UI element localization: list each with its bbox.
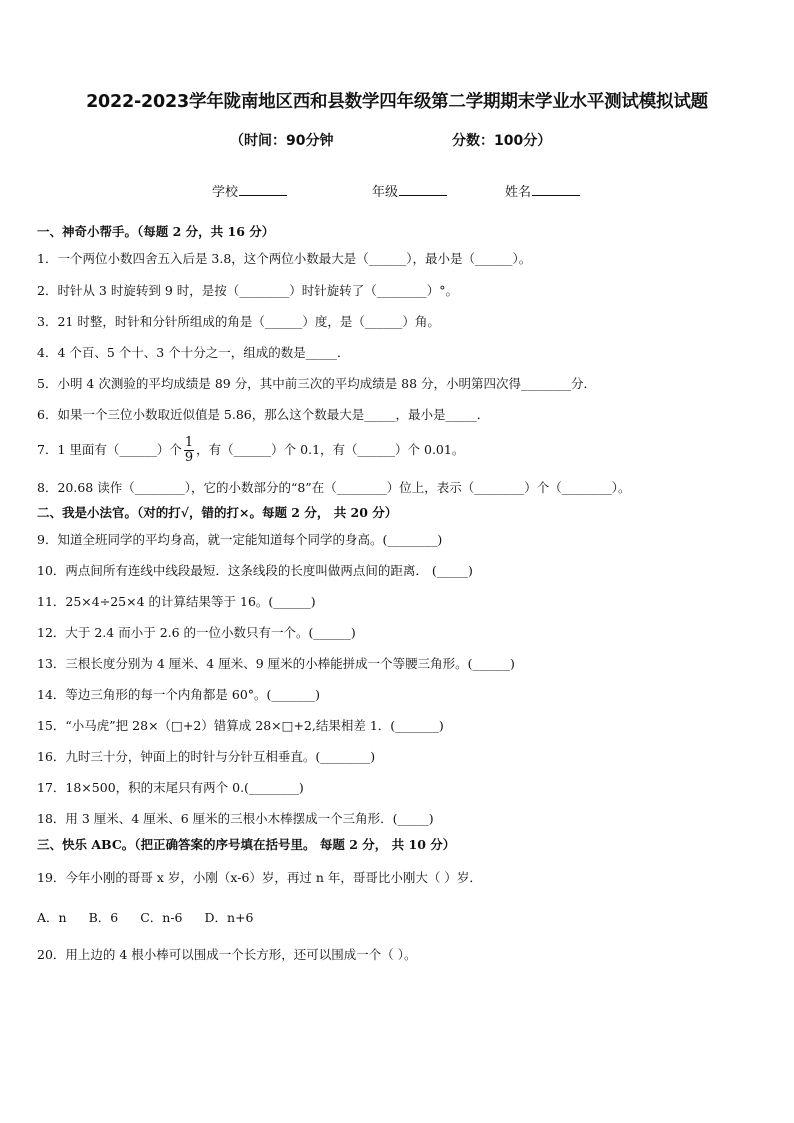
question-8: 8．20.68 读作（________），它的小数部分的“8”在（________）位上，表示（________）个（________）。: [37, 480, 631, 495]
grade-label: 年级: [372, 185, 399, 200]
section-2-heading: 二、我是小法官。（对的打√，错的打×。每题 2 分， 共 20 分）: [37, 505, 398, 520]
question-13: 13．三根长度分别为 4 厘米、4 厘米、9 厘米的小棒能拼成一个等腰三角形。(______): [37, 656, 515, 671]
fraction-numerator: 1: [184, 435, 194, 450]
exam-time: （时间：90分钟: [230, 133, 334, 149]
grade-field[interactable]: [372, 181, 447, 200]
exam-score: 分数：100分）: [452, 133, 552, 149]
section-1-heading: 一、神奇小帮手。（每题 2 分，共 16 分）: [37, 224, 275, 239]
option-c[interactable]: C．n-6: [140, 910, 183, 925]
question-16: 16．九时三十分，钟面上的时针与分针互相垂直。(________): [37, 749, 376, 764]
option-d[interactable]: D．n+6: [204, 910, 254, 925]
section-3-heading: 三、快乐 ABC。（把正确答案的序号填在括号里。 每题 2 分， 共 10 分）: [37, 837, 456, 852]
option-a[interactable]: A．n: [37, 910, 67, 925]
fraction-denominator: 9: [184, 450, 194, 465]
name-blank[interactable]: [532, 183, 580, 196]
question-14: 14．等边三角形的每一个内角都是 60°。(_______): [37, 687, 321, 702]
question-19-options: [37, 910, 276, 926]
question-7-part-a: 7．1 里面有（______）个: [37, 442, 182, 457]
question-20: 20．用上边的 4 根小棒可以围成一个长方形，还可以围成一个（ ）。: [37, 947, 417, 962]
option-b[interactable]: B．6: [88, 910, 119, 925]
question-5: 5．小明 4 次测验的平均成绩是 89 分，其中前三次的平均成绩是 88 分，小明第四次得________分．: [37, 376, 597, 391]
question-12: 12．大于 2.4 而小于 2.6 的一位小数只有一个。(______): [37, 625, 356, 640]
question-7: [37, 431, 464, 469]
question-4: 4．4 个百、5 个十、3 个十分之一，组成的数是_____．: [37, 345, 350, 360]
question-6: 6．如果一个三位小数取近似值是 5.86，那么这个数最大是_____，最小是_____．: [37, 407, 490, 422]
school-field[interactable]: [212, 181, 287, 200]
name-label: 姓名: [505, 185, 532, 200]
grade-blank[interactable]: [399, 183, 447, 196]
question-9: 9．知道全班同学的平均身高，就一定能知道每个同学的身高。(________): [37, 532, 443, 547]
exam-title: 2022-2023学年陇南地区西和县数学四年级第二学期期末学业水平测试模拟试题: [86, 92, 708, 112]
school-label: 学校: [212, 185, 239, 200]
school-blank[interactable]: [239, 183, 287, 196]
question-7-part-b: ，有（______）个 0.1，有（______）个 0.01。: [196, 442, 465, 457]
name-field[interactable]: [505, 181, 580, 200]
question-18: 18．用 3 厘米、4 厘米、6 厘米的三根小木棒摆成一个三角形．(_____): [37, 811, 434, 826]
question-10: 10．两点间所有连线中线段最短．这条线段的长度叫做两点间的距离． (_____): [37, 563, 473, 578]
question-19: 19．今年小刚的哥哥 x 岁，小刚（x-6）岁，再过 n 年，哥哥比小刚大（ ）岁．: [37, 870, 482, 885]
question-1: 1．一个两位小数四舍五入后是 3.8，这个两位小数最大是（______），最小是（______）。: [37, 251, 532, 266]
question-3: 3．21 时整，时针和分针所组成的角是（______）度，是（______）角。: [37, 314, 440, 329]
question-2: 2．时针从 3 时旋转到 9 时，是按（________）时针旋转了（________）°。: [37, 283, 459, 298]
question-15: 15．“小马虎”把 28×（□+2）错算成 28×□+2,结果相差 1．(_______): [37, 718, 444, 733]
fraction-one-ninth: [184, 436, 194, 465]
question-11: 11．25×4÷25×4 的计算结果等于 16。(______): [37, 594, 316, 609]
question-17: 17．18×500，积的末尾只有两个 0.(________): [37, 780, 304, 795]
